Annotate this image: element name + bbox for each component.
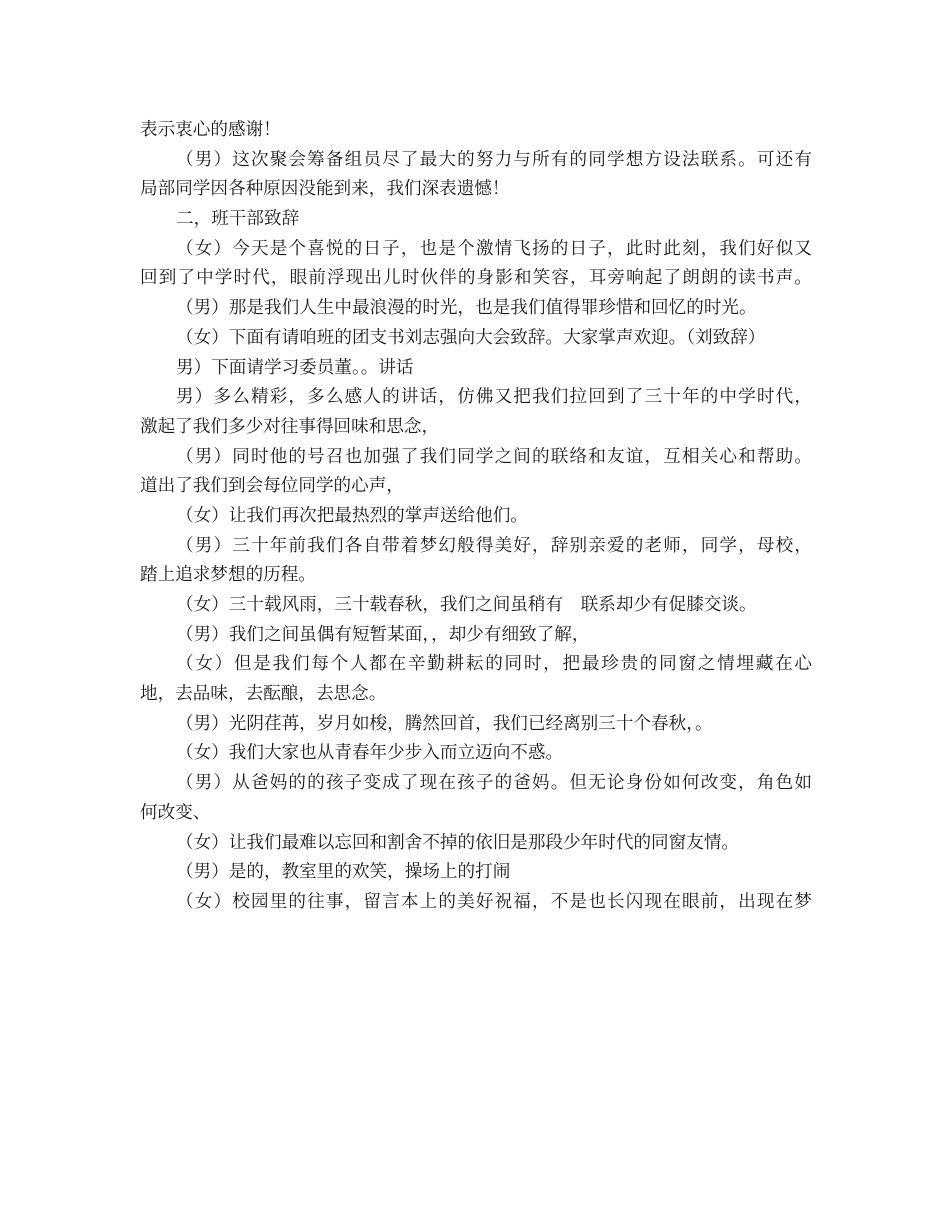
text-line: 男）下面请学习委员董。。讲话	[176, 357, 414, 378]
text-line: （女）但是我们每个人都在辛勤耕耘的同时，把最珍贵的同窗之情埋藏在心	[176, 654, 812, 675]
section-heading: 二，班干部致辞	[176, 209, 300, 230]
text-line: （男）这次聚会筹备组员尽了最大的努力与所有的同学想方设法联系。可还有	[176, 149, 812, 170]
text-line: （女）让我们再次把最热烈的掌声送给他们。	[176, 505, 528, 526]
text-line: （男）从爸妈的的孩子变成了现在孩子的爸妈。但无论身份如何改变，角色如	[176, 773, 812, 794]
text-line: （男）是的，教室里的欢笑，操场上的打闹	[176, 862, 511, 883]
text-line: （男）那是我们人生中最浪漫的时光，也是我们值得罪珍惜和回忆的时光。	[176, 298, 757, 319]
text-line: （女）今天是个喜悦的日子，也是个激情飞扬的日子，此时此刻，我们好似又	[176, 238, 812, 259]
text-line: （女）我们大家也从青春年少步入而立迈向不惑。	[176, 743, 564, 764]
text-line: （男）光阴荏苒，岁月如梭，腾然回首，我们已经离别三十个春秋，。	[176, 713, 713, 734]
text-line: （女）三十载风雨，三十载春秋，我们之间虽稍有 联系却少有促膝交谈。	[176, 595, 757, 615]
text-line: （女）下面有请咱班的团支书刘志强向大会致辞。大家掌声欢迎。（刘致辞）	[176, 327, 766, 348]
text-line: （女）校园里的往事，留言本上的美好祝福，不是也长闪现在眼前，出现在梦	[176, 891, 812, 912]
text-line: 道出了我们到会每位同学的心声，	[140, 476, 404, 497]
text-line: 男）多么精彩，多么感人的讲话，仿佛又把我们拉回到了三十年的中学时代，	[176, 387, 812, 408]
text-line: （男）三十年前我们各自带着梦幻般得美好，辞别亲爱的老师，同学，母校，	[176, 535, 812, 556]
text-line: 激起了我们多少对往事得回味和思念，	[140, 416, 440, 437]
text-line: （男）我们之间虽偶有短暂某面，，却少有细致了解，	[176, 624, 590, 645]
text-line: 地，去品味，去酝酿，去思念。	[140, 684, 387, 705]
text-line: （女）让我们最难以忘回和割舍不掉的依旧是那段少年时代的同窗友情。	[176, 832, 740, 853]
text-line: 局部同学因各种原因没能到来，我们深表遗憾！	[140, 179, 510, 200]
text-line: 踏上追求梦想的历程。	[140, 565, 316, 586]
text-line: （男）同时他的号召也加强了我们同学之间的联络和友谊，互相关心和帮助。	[176, 446, 812, 467]
document-body	[140, 116, 812, 918]
text-line: 表示衷心的感谢！	[140, 120, 281, 140]
text-line: 回到了中学时代，眼前浮现出儿时伙伴的身影和笑容，耳旁响起了朗朗的读书声。	[140, 268, 812, 289]
text-line: 何改变、	[140, 802, 211, 823]
